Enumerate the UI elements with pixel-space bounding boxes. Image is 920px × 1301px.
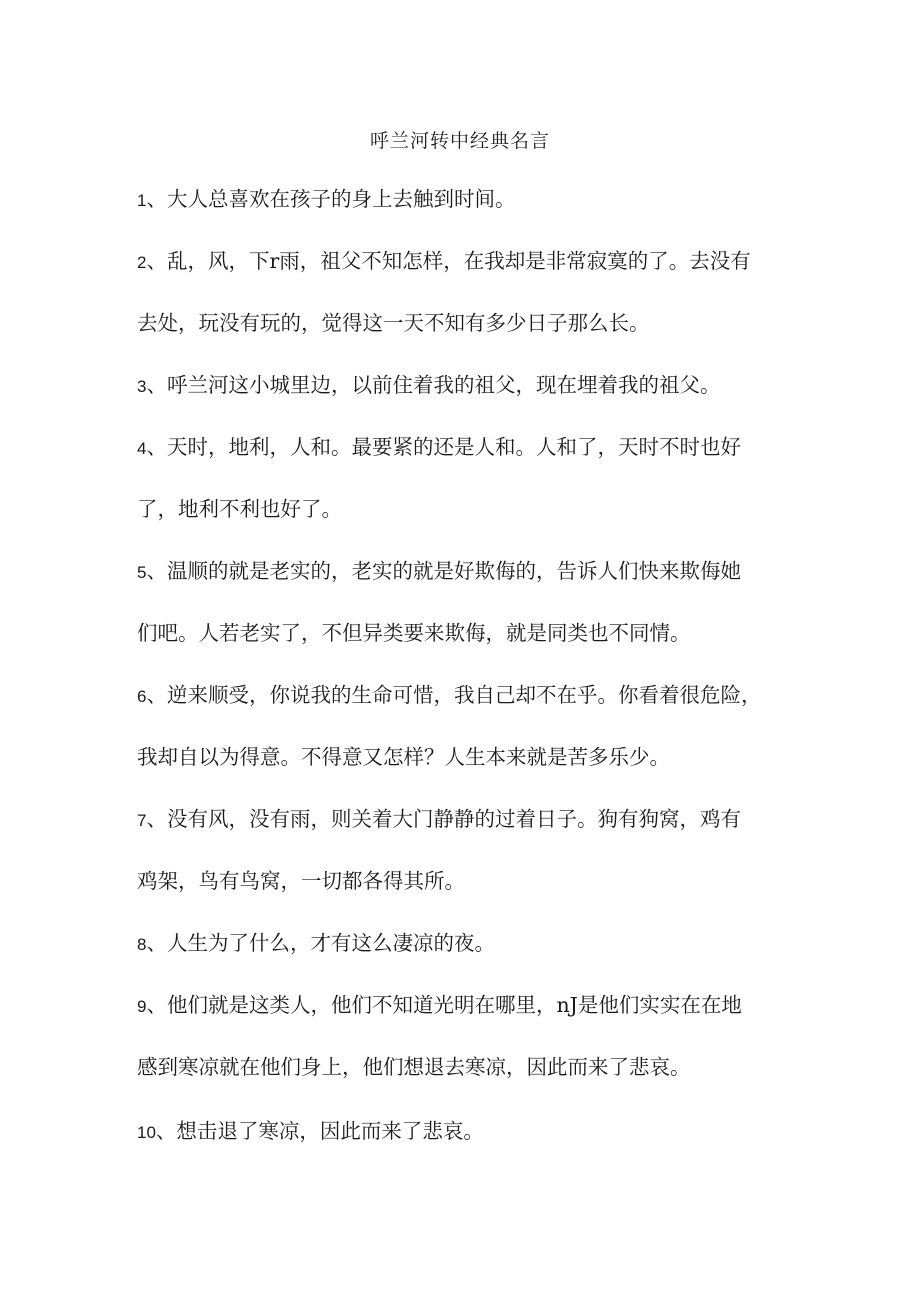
- quote-line: [137, 726, 787, 788]
- quote-item-9: [137, 974, 787, 1098]
- quote-number: 9: [137, 997, 147, 1016]
- quote-item-7: [137, 788, 787, 912]
- quote-text: 我却自以为得意。不得意又怎样？人生本来就是苦多乐少。: [137, 745, 670, 769]
- quote-line: [137, 416, 787, 478]
- quote-text: 去处，玩没有玩的，觉得这一天不知有多少日子那么长。: [137, 311, 650, 335]
- quote-line: [137, 788, 787, 850]
- document-title: 呼兰河转中经典名言: [369, 130, 550, 152]
- quote-number: 6: [137, 687, 147, 706]
- quote-line: [137, 540, 787, 602]
- quote-number: 2: [137, 253, 147, 272]
- quote-line: [137, 664, 787, 726]
- quote-text: 、呼兰河这小城里边，以前住着我的祖父，现在埋着我的祖父。: [146, 373, 721, 397]
- quote-text: 、人生为了什么，才有这么凄凉的夜。: [146, 931, 495, 955]
- quote-text: 了，地利不利也好了。: [137, 497, 342, 521]
- quote-item-1: [137, 168, 787, 230]
- quote-number: 8: [137, 935, 147, 954]
- quote-text: 、逆来顺受，你说我的生命可惜，我自己却不在乎。你看着很危险，: [146, 683, 762, 707]
- quote-line: [137, 168, 787, 230]
- quote-number: 3: [137, 377, 147, 396]
- quote-number: 1: [137, 191, 147, 210]
- quote-text: 、温顺的就是老实的，老实的就是好欺侮的，告诉人们快来欺侮她: [146, 559, 741, 583]
- quote-text: 感到寒凉就在他们身上，他们想退去寒凉，因此而来了悲哀。: [137, 1055, 691, 1079]
- quote-line: [137, 912, 787, 974]
- quote-line: [137, 602, 787, 664]
- quote-line: [137, 1100, 787, 1162]
- quote-text: 、乱，风，下r雨，祖父不知怎样，在我却是非常寂寞的了。去没有: [146, 249, 751, 273]
- quote-item-8: [137, 912, 787, 974]
- quote-number: 4: [137, 439, 147, 458]
- quote-line: [137, 354, 787, 416]
- quote-number: 10: [137, 1123, 156, 1142]
- quote-text: 们吧。人若老实了，不但异类要来欺侮，就是同类也不同情。: [137, 621, 691, 645]
- quote-line: [137, 230, 787, 292]
- quote-line: [137, 292, 787, 354]
- quote-line: [137, 850, 787, 912]
- quote-line: [137, 974, 787, 1036]
- quote-item-2: [137, 230, 787, 354]
- quote-text: 鸡架，鸟有鸟窝，一切都各得其所。: [137, 869, 465, 893]
- quote-item-4: [137, 416, 787, 540]
- quote-item-6: [137, 664, 787, 788]
- quote-text: 、没有风，没有雨，则关着大门静静的过着日子。狗有狗窝，鸡有: [146, 807, 741, 831]
- quote-text: 、天时，地利，人和。最要紧的还是人和。人和了，天时不时也好: [146, 435, 741, 459]
- quote-item-10: [137, 1100, 787, 1162]
- quote-item-3: [137, 354, 787, 416]
- quote-number: 5: [137, 563, 147, 582]
- quote-text: 、他们就是这类人，他们不知道光明在哪里，nJ是他们实实在在地: [146, 993, 742, 1017]
- quote-number: 7: [137, 811, 147, 830]
- quote-text: 、大人总喜欢在孩子的身上去触到时间。: [146, 187, 516, 211]
- quote-line: [137, 478, 787, 540]
- quote-line: [137, 1036, 787, 1098]
- quote-item-5: [137, 540, 787, 664]
- quote-text: 、想击退了寒凉，因此而来了悲哀。: [155, 1119, 484, 1143]
